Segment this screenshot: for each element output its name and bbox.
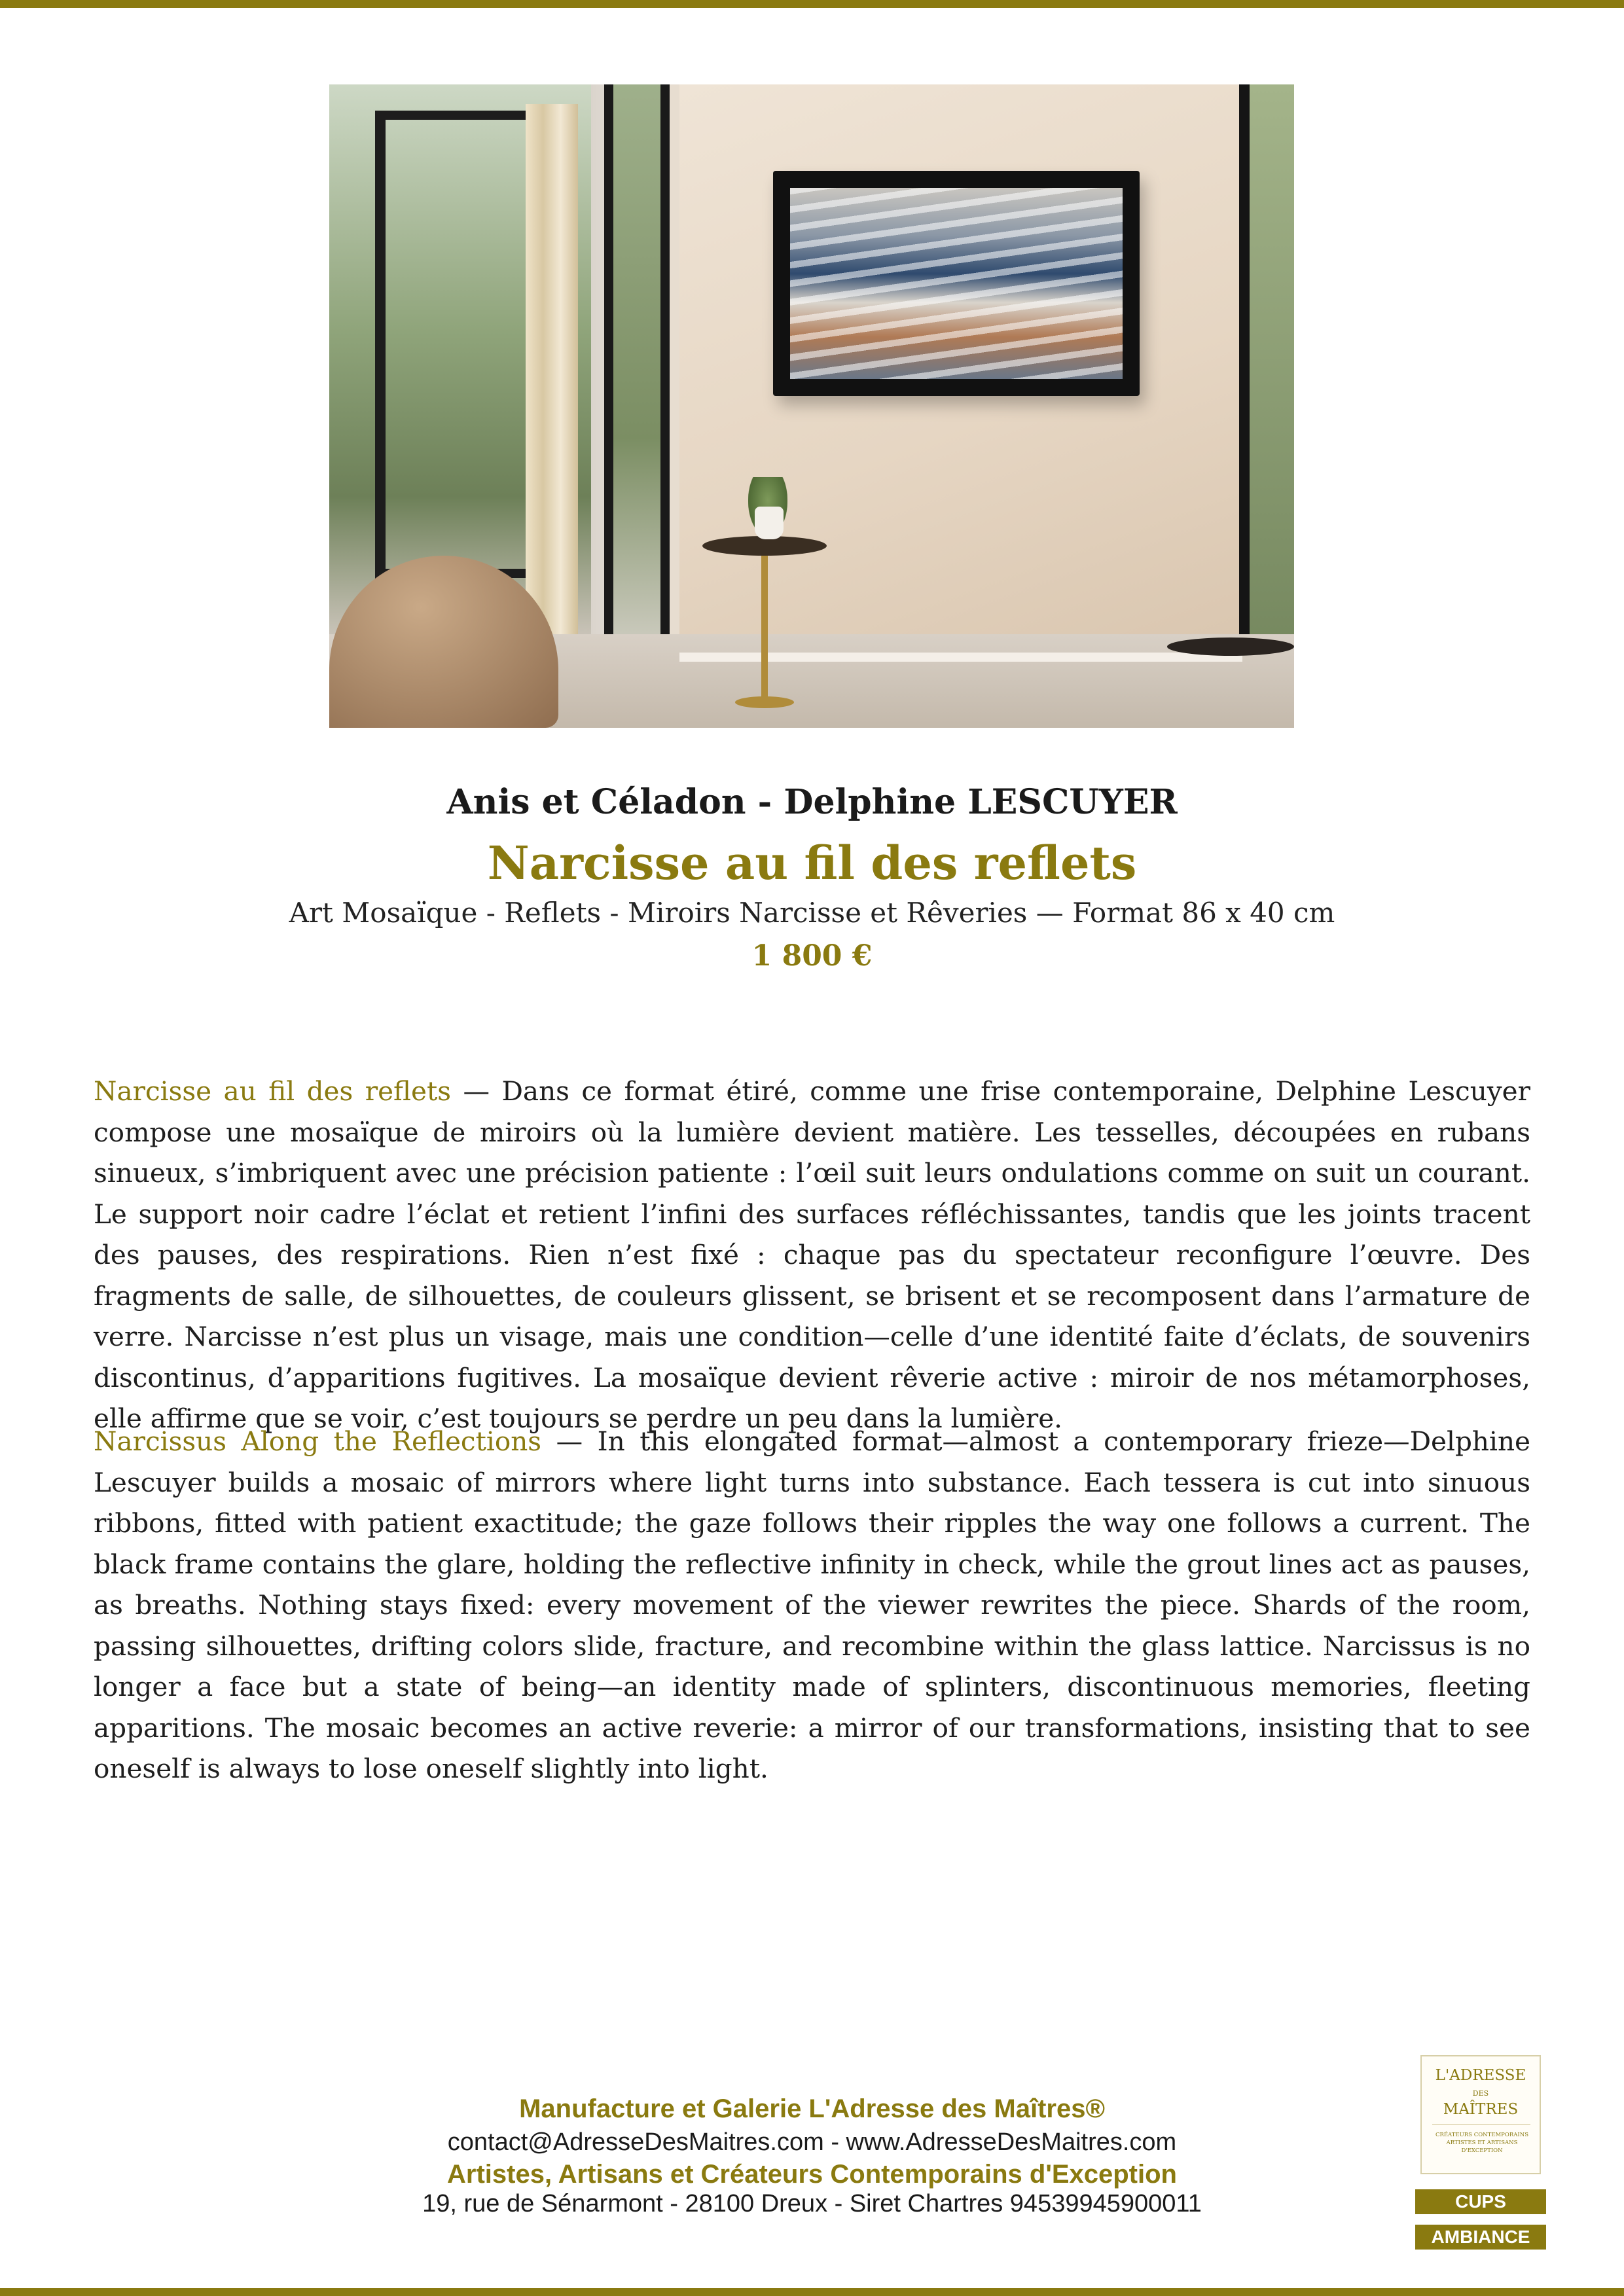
mirror-mosaic-artwork [773,171,1140,396]
description-fr [94,1071,1530,1439]
glass-door [604,84,670,673]
curtain [526,104,578,641]
logo-line-1: L'ADRESSE [1435,2067,1526,2084]
bottom-rule [0,2288,1624,2296]
badge-cups: CUPS [1415,2189,1546,2214]
description-en [94,1421,1530,1789]
footer-gallery-name: Manufacture et Galerie L'Adresse des Maîtres® [519,2094,1105,2123]
logo-line-2: DES [1472,2089,1489,2098]
footer-address: 19, rue de Sénarmont - 28100 Dreux - Siret Chartres 94539945900011 [422,2190,1202,2217]
work-title: Narcisse au fil des reflets [487,836,1137,890]
footer-contact: contact@AdresseDesMaitres.com - www.AdresseDesMaitres.com [447,2128,1177,2156]
work-subtitle: Art Mosaïque - Reflets - Miroirs Narcisse et Rêveries — Format 86 x 40 cm [289,897,1335,929]
top-rule [0,0,1624,8]
price: 1 800 € [751,939,873,973]
artist-line: Anis et Céladon - Delphine LESCUYER [446,782,1178,822]
logo-line-3: MAÎTRES [1443,2101,1519,2118]
footer-tagline: Artistes, Artisans et Créateurs Contemporains d'Exception [447,2160,1177,2189]
logo-tagline: CRÉATEURS CONTEMPORAINS ARTISTES ET ARTISANS D'EXCEPTION [1435,2132,1529,2154]
badge-ambiance: AMBIANCE [1415,2225,1546,2250]
description-fr-text: — Dans ce format étiré, comme une frise contemporaine, Delphine Lescuyer compose une mosaïque de miroirs où la lumière devient matière. Les tesselles, découpées en rubans sinueux, s’imbriquent avec une précision patiente : l’œil suit leurs ondulations comme on suit un courant. Le support noir cadre l’éclat et retient l’infini des surfaces réfléchissantes, tandis que les joints tracent des pauses, des respirations. Rien n’est fixé : chaque pas du spectateur reconfigure l’œuvre. Des fragments de salle, de silhouettes, de couleurs glissent, se brisent et se recomposent dans l’armature de verre. Narcisse n’est plus un visage, mais une condition—celle d’une identité faite d’éclats, de souvenirs discontinus, d’apparitions fugitives. La mosaïque devient rêverie active : miroir de nos métamorphoses, elle affirme que se voir, c’est toujours se perdre un peu dans la lumière. [94,1075,1530,1434]
gallery-logo [1420,2055,1541,2174]
description-en-lead: Narcissus Along the Reflections [94,1426,542,1457]
artwork-photo [329,84,1294,728]
right-door [1239,84,1294,728]
description-fr-lead: Narcisse au fil des reflets [94,1075,452,1107]
description-en-text: — In this elongated format—almost a contemporary frieze—Delphine Lescuyer builds a mosaic of mirrors where light turns into substance. Each tessera is cut into sinuous ribbons, fitted with patient exactitude; the gaze follows their ripples the way one follows a current. The black frame contains the glare, holding the reflective infinity in check, while the grout lines act as pauses, as breaths. Nothing stays fixed: every movement of the viewer rewrites the piece. Shards of the room, passing silhouettes, drifting colors slide, fracture, and recombine within the glass lattice. Narcissus is no longer a face but a state of being—an identity made of splinters, discontinuous memories, fleeting apparitions. The mosaic becomes an active reverie: a mirror of our transformations, insisting that to see oneself is always to lose oneself slightly into light. [94,1426,1530,1784]
